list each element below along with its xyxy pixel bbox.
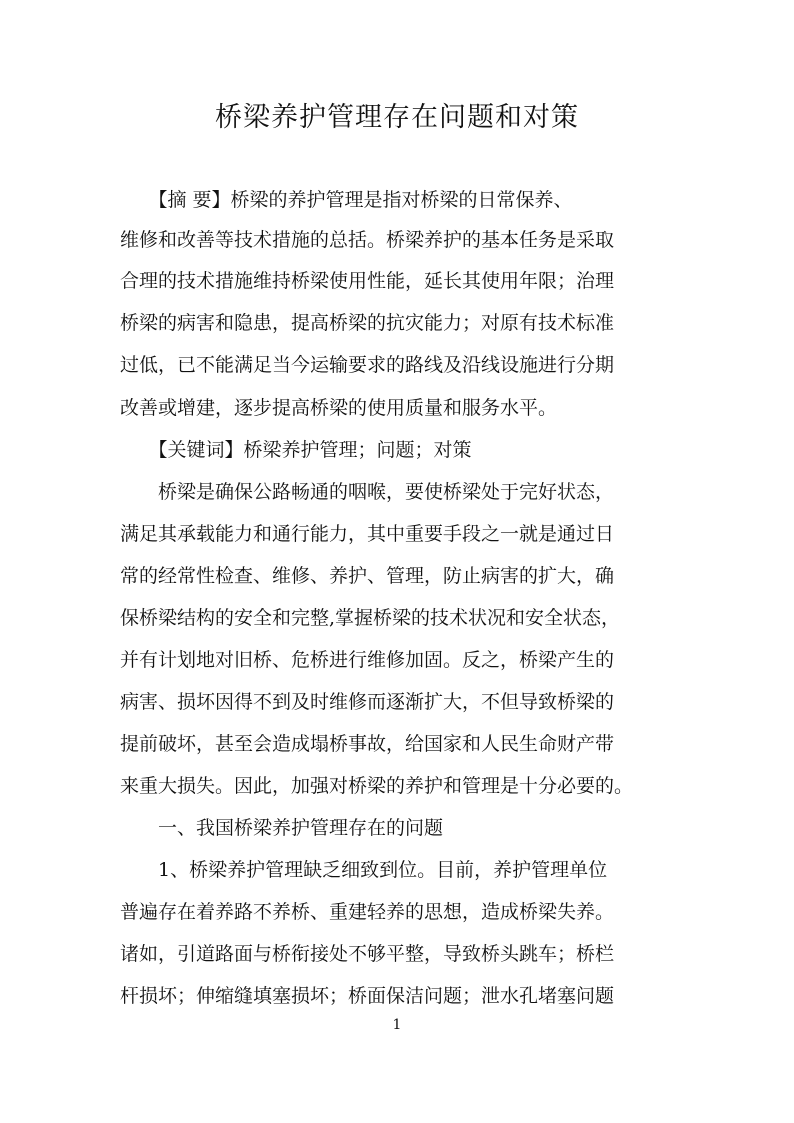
document-title: 桥梁养护管理存在问题和对策	[215, 102, 579, 133]
page-number: 1	[392, 1017, 402, 1033]
text-line: 满足其承载能力和通行能力，其中重要手段之一就是通过日	[120, 523, 615, 545]
text-line: 常的经常性检查、维修、养护、管理，防止病害的扩大，确	[120, 565, 615, 587]
text-line: 来重大损失。因此，加强对桥梁的养护和管理是十分必要的。	[120, 775, 634, 797]
text-line: 【摘 要】桥梁的养护管理是指对桥梁的日常保养、	[120, 189, 573, 211]
text-line: 并有计划地对旧桥、危桥进行维修加固。反之，桥梁产生的	[120, 649, 615, 671]
text-line: 普遍存在着养路不养桥、重建轻养的思想，造成桥梁失养。	[120, 901, 615, 923]
keywords-line: 【关键词】桥梁养护管理；问题；对策	[120, 439, 472, 461]
text-line: 桥梁是确保公路畅通的咽喉，要使桥梁处于完好状态，	[120, 481, 615, 503]
text-line: 过低，已不能满足当今运输要求的路线及沿线设施进行分期	[120, 354, 615, 376]
text-line: 桥梁的病害和隐患，提高桥梁的抗灾能力；对原有技术标准	[120, 312, 615, 334]
text-line: 1、桥梁养护管理缺乏细致到位。目前，养护管理单位	[120, 859, 608, 881]
section-heading: 一、我国桥梁养护管理存在的问题	[120, 817, 444, 839]
text-line: 维修和改善等技术措施的总括。桥梁养护的基本任务是采取	[120, 229, 615, 251]
text-line: 杆损坏；伸缩缝填塞损坏；桥面保洁问题；泄水孔堵塞问题	[120, 985, 615, 1007]
text-line: 提前破坏，甚至会造成塌桥事故，给国家和人民生命财产带	[120, 733, 615, 755]
text-line: 诸如，引道路面与桥衔接处不够平整，导致桥头跳车；桥栏	[120, 943, 615, 965]
text-line: 保桥梁结构的安全和完整,掌握桥梁的技术状况和安全状态，	[120, 607, 621, 629]
text-line: 改善或增建，逐步提高桥梁的使用质量和服务水平。	[120, 397, 558, 419]
text-line: 合理的技术措施维持桥梁使用性能，延长其使用年限；治理	[120, 270, 615, 292]
text-line: 病害、损坏因得不到及时维修而逐渐扩大，不但导致桥梁的	[120, 691, 615, 713]
